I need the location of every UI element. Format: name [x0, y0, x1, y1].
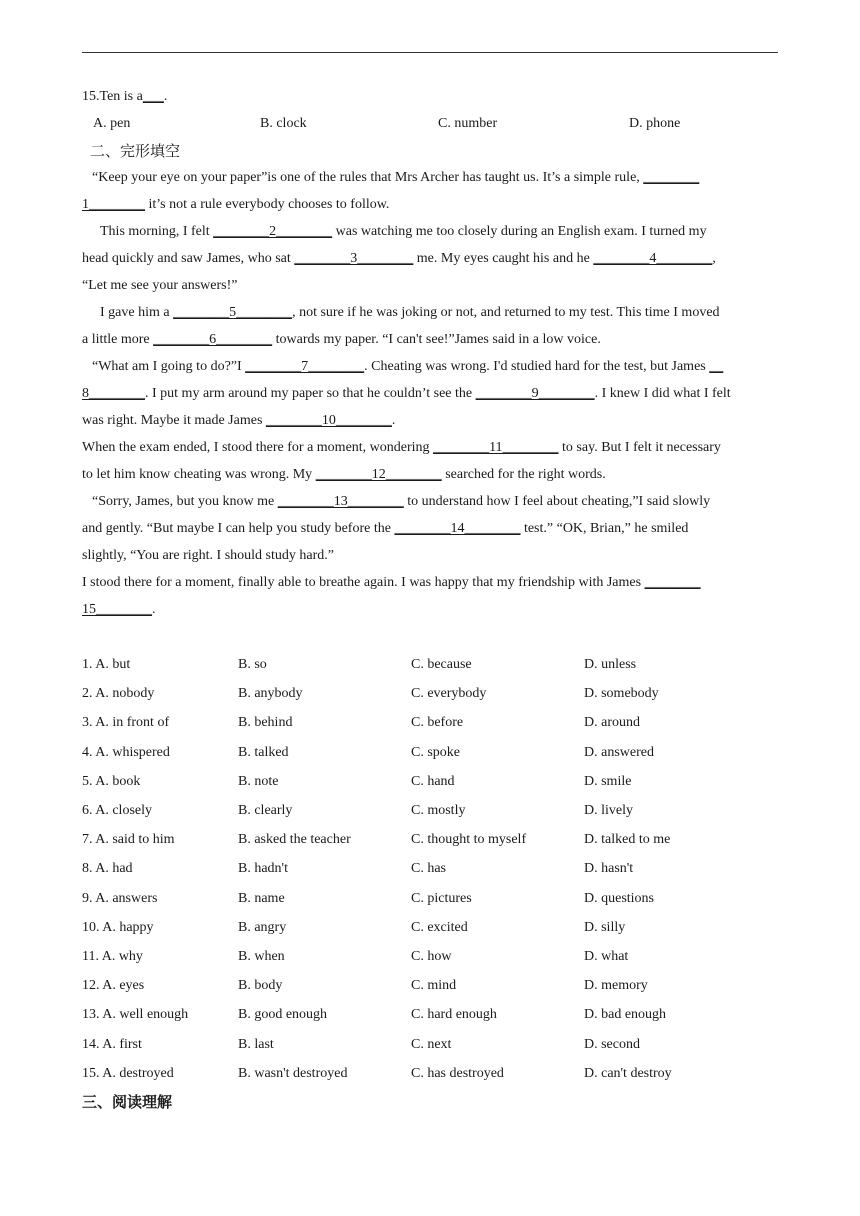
passage-line: I stood there for a moment, finally able to breathe again. I was happy that my friendship with James ________	[82, 575, 701, 590]
q15-stem: 15.Ten is a___.	[82, 89, 168, 104]
option-3-b: B. behind	[238, 715, 293, 731]
option-12-c: C. mind	[411, 978, 457, 994]
section-heading-reading: 三、阅读理解	[82, 1093, 173, 1111]
passage-line: and gently. “But maybe I can help you study before the ________14________ test.” “OK, Brian,” he smiled	[82, 521, 689, 536]
option-4-a: 4. A. whispered	[82, 744, 170, 760]
option-7-b: B. asked the teacher	[238, 832, 351, 848]
option-10-d: D. silly	[584, 919, 626, 935]
option-2-d: D. somebody	[584, 686, 659, 702]
passage-line: “Sorry, James, but you know me ________13________ to understand how I feel about cheating,”I said slowly	[92, 494, 711, 509]
option-3-d: D. around	[584, 715, 640, 731]
option-8-c: C. has	[411, 861, 446, 877]
passage-line: 15________.	[82, 602, 156, 617]
option-2-b: B. anybody	[238, 686, 303, 702]
passage-line: 1________ it’s not a rule everybody chooses to follow.	[82, 197, 390, 212]
option-14-c: C. next	[411, 1036, 452, 1052]
option-4-c: C. spoke	[411, 744, 460, 760]
option-11-d: D. what	[584, 949, 629, 964]
option-8-b: B. hadn't	[238, 861, 288, 877]
option-10-b: B. angry	[238, 919, 287, 935]
option-1-a: 1. A. but	[82, 657, 131, 672]
option-2-c: C. everybody	[411, 686, 487, 702]
option-12-d: D. memory	[584, 978, 648, 994]
option-4-b: B. talked	[238, 744, 289, 760]
option-8-d: D. hasn't	[584, 861, 634, 877]
option-10-c: C. excited	[411, 919, 468, 935]
option-9-b: B. name	[238, 890, 285, 906]
option-13-c: C. hard enough	[411, 1007, 497, 1023]
option-7-a: 7. A. said to him	[82, 832, 175, 848]
passage-line: head quickly and saw James, who sat ________3________ me. My eyes caught his and he ________4________,	[82, 251, 716, 266]
passage-line: This morning, I felt ________2________ was watching me too closely during an English exam. I turned my	[100, 224, 707, 239]
option-7-d: D. talked to me	[584, 832, 671, 848]
option-6-b: B. clearly	[238, 803, 293, 818]
option-13-d: D. bad enough	[584, 1007, 667, 1023]
option-9-c: C. pictures	[411, 890, 472, 906]
option-6-d: D. lively	[584, 803, 633, 818]
passage-line: “Keep your eye on your paper”is one of the rules that Mrs Archer has taught us. It’s a simple rule, ________	[92, 170, 700, 185]
q15-option-c: C. number	[438, 116, 498, 131]
option-12-a: 12. A. eyes	[82, 978, 145, 994]
option-13-a: 13. A. well enough	[82, 1007, 189, 1023]
option-13-b: B. good enough	[238, 1007, 328, 1023]
option-12-b: B. body	[238, 978, 283, 994]
option-1-b: B. so	[238, 657, 267, 672]
option-7-c: C. thought to myself	[411, 832, 527, 848]
passage-line: When the exam ended, I stood there for a moment, wondering ________11________ to say. But I felt it necessary	[82, 440, 721, 455]
option-15-b: B. wasn't destroyed	[238, 1065, 348, 1081]
option-6-a: 6. A. closely	[82, 803, 152, 818]
option-11-b: B. when	[238, 949, 285, 964]
option-15-d: D. can't destroy	[584, 1065, 672, 1081]
option-1-d: D. unless	[584, 657, 637, 672]
option-3-a: 3. A. in front of	[82, 715, 170, 731]
option-2-a: 2. A. nobody	[82, 686, 155, 702]
passage-line: to let him know cheating was wrong. My ________12________ searched for the right words.	[82, 467, 606, 482]
header-rule	[82, 52, 778, 53]
option-6-c: C. mostly	[411, 803, 466, 818]
option-14-a: 14. A. first	[82, 1036, 142, 1052]
option-11-c: C. how	[411, 949, 452, 964]
q15-option-b: B. clock	[260, 116, 307, 131]
option-9-a: 9. A. answers	[82, 890, 158, 906]
option-1-c: C. because	[411, 657, 472, 672]
passage-line: I gave him a ________5________, not sure if he was joking or not, and returned to my test. This time I moved	[100, 305, 720, 320]
section-heading-cloze: 二、完形填空	[90, 142, 181, 160]
option-5-c: C. hand	[411, 773, 455, 789]
option-14-d: D. second	[584, 1036, 640, 1052]
passage-line: “What am I going to do?”I ________7________. Cheating was wrong. I'd studied hard for the test, but James __	[92, 359, 724, 374]
option-5-b: B. note	[238, 773, 279, 789]
q15-option-d: D. phone	[629, 116, 681, 131]
option-5-a: 5. A. book	[82, 773, 141, 789]
passage-line: “Let me see your answers!”	[82, 278, 238, 293]
option-9-d: D. questions	[584, 890, 654, 906]
option-15-c: C. has destroyed	[411, 1065, 504, 1081]
passage-line: 8________. I put my arm around my paper so that he couldn’t see the ________9________. I knew I did what I felt	[82, 386, 731, 401]
option-10-a: 10. A. happy	[82, 919, 154, 935]
q15-option-a: A. pen	[93, 116, 131, 131]
option-14-b: B. last	[238, 1036, 274, 1052]
option-11-a: 11. A. why	[82, 949, 143, 964]
option-4-d: D. answered	[584, 744, 654, 760]
passage-line: a little more ________6________ towards my paper. “I can't see!”James said in a low voice.	[82, 332, 601, 347]
option-8-a: 8. A. had	[82, 861, 133, 877]
option-5-d: D. smile	[584, 773, 632, 789]
passage-line: was right. Maybe it made James ________10________.	[82, 413, 396, 428]
option-15-a: 15. A. destroyed	[82, 1065, 174, 1081]
option-3-c: C. before	[411, 715, 464, 731]
passage-line: slightly, “You are right. I should study hard.”	[82, 548, 334, 563]
